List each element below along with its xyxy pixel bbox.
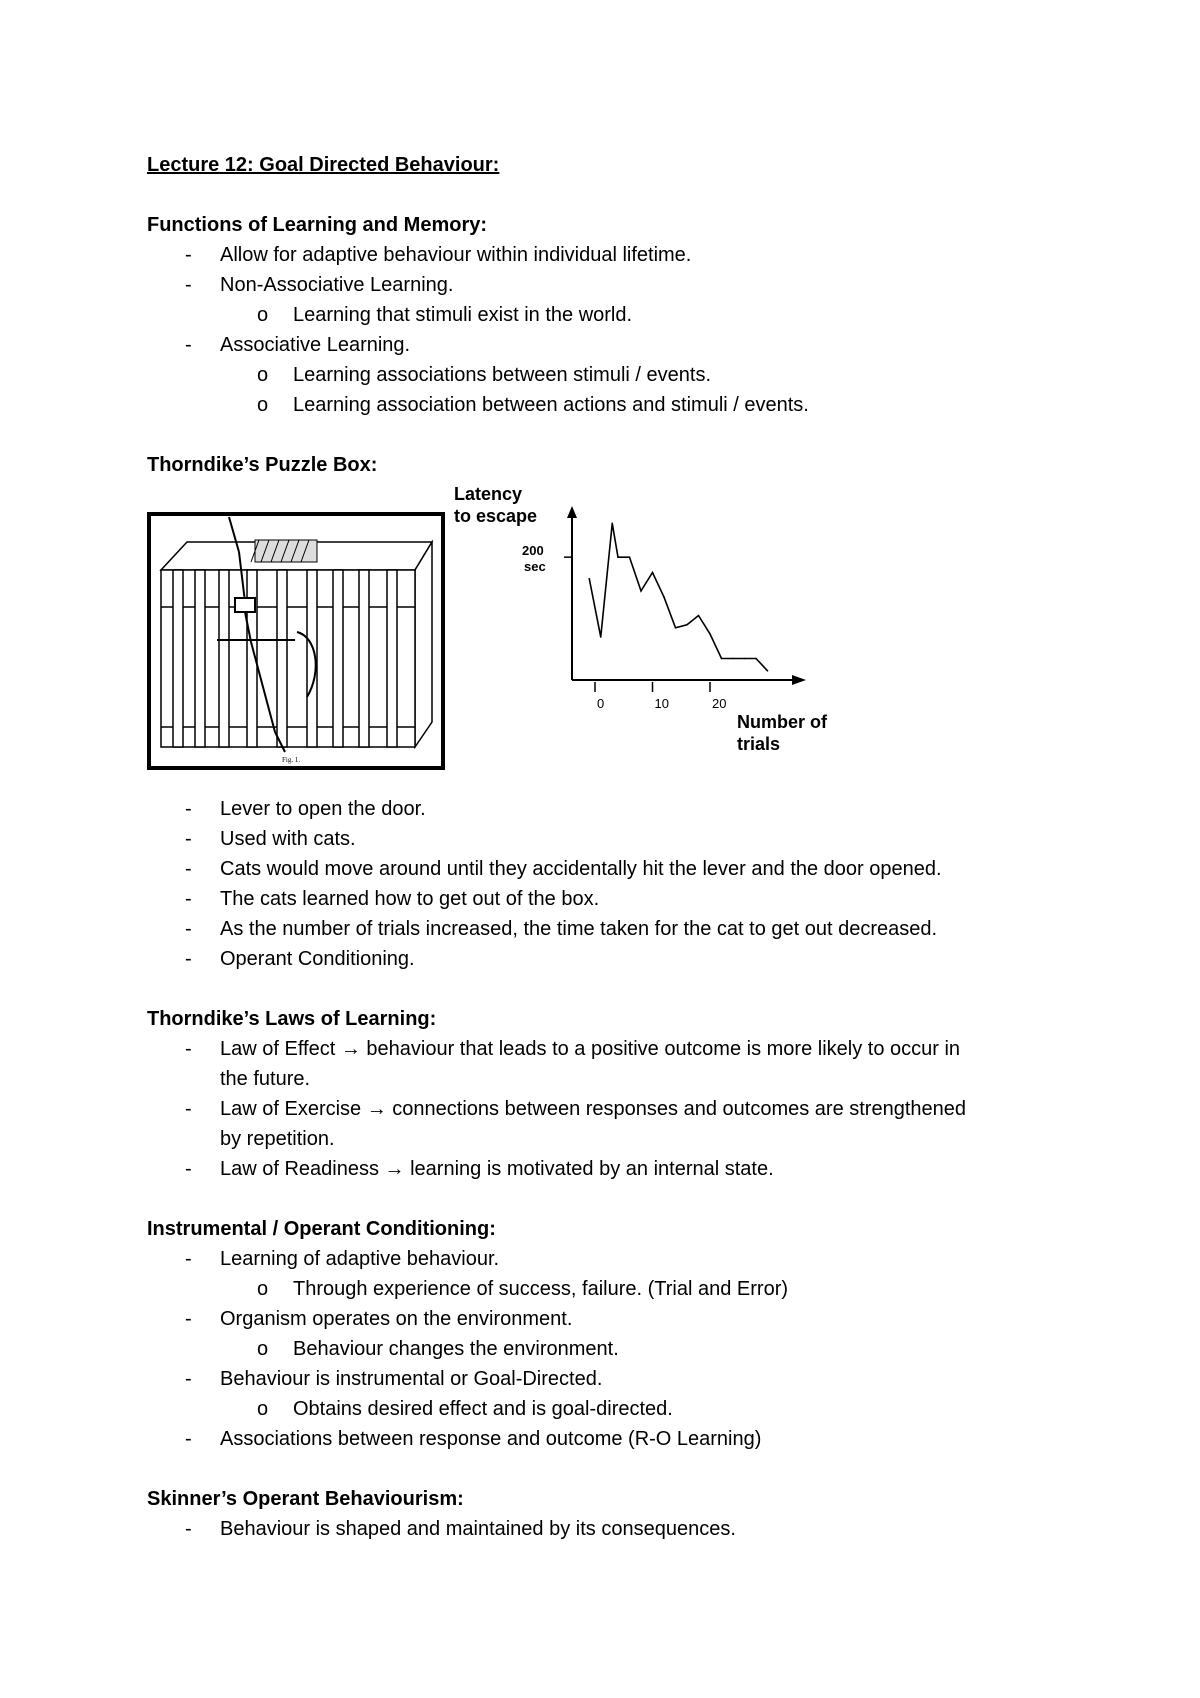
y-axis-label-line1: Latency xyxy=(454,484,523,504)
x-tick-label: 0 xyxy=(597,696,605,711)
circle-bullet: o xyxy=(257,1338,269,1360)
data-point xyxy=(675,627,677,629)
dash-bullet: - xyxy=(185,828,192,850)
data-point xyxy=(600,636,602,638)
x-axis-arrowhead xyxy=(792,675,806,685)
list-item-continuation: by repetition. xyxy=(220,1128,335,1150)
list-item: - Associations between response and outcome (R-O Learning) xyxy=(147,1424,1067,1454)
latency-chart xyxy=(452,480,1052,780)
list-item: - Law of Effect → behaviour that leads to a positive outcome is more likely to occur in xyxy=(147,1034,1067,1064)
dash-bullet: - xyxy=(185,948,192,970)
x-tick-label: 10 xyxy=(654,696,669,711)
list-item: - Behaviour is shaped and maintained by its consequences. xyxy=(147,1514,1067,1544)
list-item: - Learning of adaptive behaviour. xyxy=(147,1244,1067,1274)
data-point xyxy=(652,572,654,574)
dash-bullet: - xyxy=(185,1038,192,1060)
data-point xyxy=(617,556,619,558)
circle-bullet: o xyxy=(257,1398,269,1420)
right-arrow-icon: → xyxy=(366,1098,387,1120)
list-item: - Organism operates on the environment. xyxy=(147,1304,1067,1334)
dash-bullet: - xyxy=(185,1308,192,1330)
list-item: - Allow for adaptive behaviour within individual lifetime. xyxy=(147,240,1067,270)
data-point xyxy=(755,658,757,660)
data-point xyxy=(629,556,631,558)
circle-bullet: o xyxy=(257,394,269,416)
dash-bullet: - xyxy=(185,1248,192,1270)
sub-list-item: o Learning associations between stimuli / events. xyxy=(147,360,1067,390)
data-point xyxy=(744,658,746,660)
y-tick-label-line1: 200 xyxy=(522,543,544,559)
dash-bullet: - xyxy=(185,888,192,910)
data-point xyxy=(588,578,590,580)
data-point xyxy=(732,658,734,660)
sub-list-item: o Obtains desired effect and is goal-directed. xyxy=(147,1394,1067,1424)
right-arrow-icon: → xyxy=(384,1158,405,1180)
section-heading-skinner: Skinner’s Operant Behaviourism: xyxy=(147,1488,464,1510)
list-item: - Operant Conditioning. xyxy=(147,944,1067,974)
x-tick-label: 20 xyxy=(712,696,727,711)
document-page xyxy=(147,150,1067,1544)
y-axis-label-line2: to escape xyxy=(454,506,538,526)
data-point xyxy=(709,633,711,635)
circle-bullet: o xyxy=(257,364,269,386)
list-item: - As the number of trials increased, the time taken for the cat to get out decreased. xyxy=(147,914,1067,944)
list-item: - Behaviour is instrumental or Goal-Directed. xyxy=(147,1364,1067,1394)
list-item: - Associative Learning. xyxy=(147,330,1067,360)
x-axis-label-line1: Number of xyxy=(737,712,827,732)
dash-bullet: - xyxy=(185,1158,192,1180)
figure-row xyxy=(147,480,1067,794)
dash-bullet: - xyxy=(185,858,192,880)
circle-bullet: o xyxy=(257,304,269,326)
dash-bullet: - xyxy=(185,274,192,296)
data-point xyxy=(698,615,700,617)
list-item: - Lever to open the door. xyxy=(147,794,1067,824)
dash-bullet: - xyxy=(185,1428,192,1450)
right-arrow-icon: → xyxy=(340,1038,361,1060)
dash-bullet: - xyxy=(185,1518,192,1540)
figure-caption: Fig. 1. xyxy=(282,756,301,764)
data-point xyxy=(721,658,723,660)
list-item-continuation: the future. xyxy=(220,1068,311,1090)
list-item: - Used with cats. xyxy=(147,824,1067,854)
dash-bullet: - xyxy=(185,1098,192,1120)
section-heading-instrumental: Instrumental / Operant Conditioning: xyxy=(147,1218,496,1240)
dash-bullet: - xyxy=(185,918,192,940)
x-axis-label-line2: trials xyxy=(737,734,781,754)
dash-bullet: - xyxy=(185,1368,192,1390)
list-item: - Law of Readiness → learning is motivated by an internal state. xyxy=(147,1154,1067,1184)
dash-bullet: - xyxy=(185,244,192,266)
page-title: Lecture 12: Goal Directed Behaviour: xyxy=(147,154,500,176)
list-item: - Cats would move around until they accidentally hit the lever and the door opened. xyxy=(147,854,1067,884)
sub-list-item: o Learning that stimuli exist in the world. xyxy=(147,300,1067,330)
sub-list-item: o Behaviour changes the environment. xyxy=(147,1334,1067,1364)
sub-list-item: o Learning association between actions and stimuli / events. xyxy=(147,390,1067,420)
latency-series-line xyxy=(589,523,767,670)
data-point xyxy=(611,523,613,525)
y-axis-arrowhead xyxy=(567,506,577,518)
data-point xyxy=(640,590,642,592)
data-point xyxy=(663,596,665,598)
dash-bullet: - xyxy=(185,798,192,820)
section-heading-laws: Thorndike’s Laws of Learning: xyxy=(147,1008,437,1030)
section-heading-functions: Functions of Learning and Memory: xyxy=(147,214,488,236)
list-item: - The cats learned how to get out of the box. xyxy=(147,884,1067,914)
y-tick-label-line2: sec xyxy=(524,559,546,575)
dash-bullet: - xyxy=(185,334,192,356)
sub-list-item: o Through experience of success, failure. (Trial and Error) xyxy=(147,1274,1067,1304)
circle-bullet: o xyxy=(257,1278,269,1300)
section-heading-puzzle-box: Thorndike’s Puzzle Box: xyxy=(147,454,378,476)
puzzle-box-illustration xyxy=(147,512,445,770)
data-point xyxy=(686,624,688,626)
list-item: - Non-Associative Learning. xyxy=(147,270,1067,300)
data-point xyxy=(767,670,769,672)
list-item: - Law of Exercise → connections between responses and outcomes are strengthened xyxy=(147,1094,1067,1124)
